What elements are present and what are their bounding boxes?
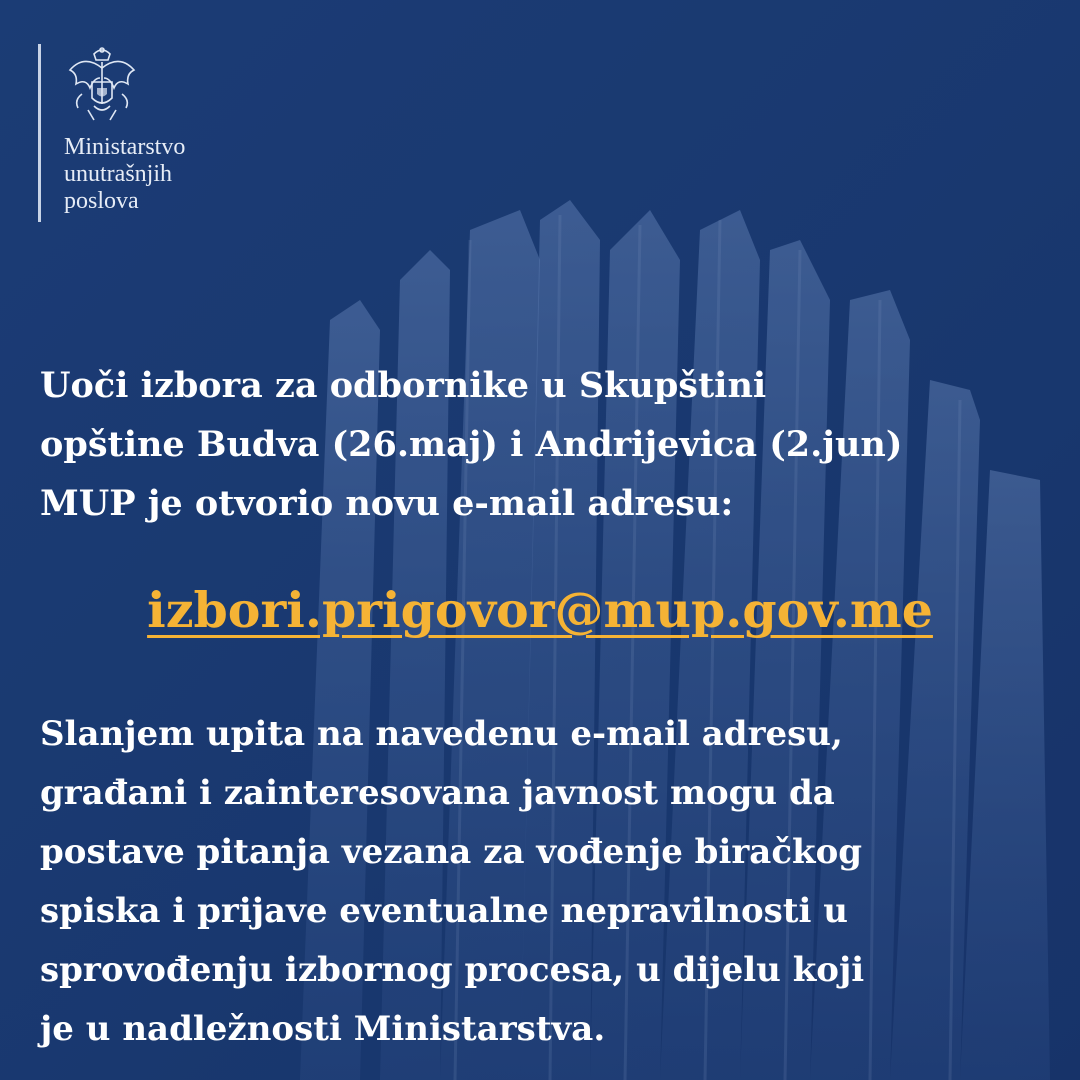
intro-line: opštine Budva (26.maj) i Andrijevica (2.jun) <box>40 424 903 465</box>
ministry-name-line: unutrašnjih <box>64 161 172 187</box>
body-line: spiska i prijave eventualne nepravilnosti u <box>40 891 848 931</box>
announcement-intro <box>40 356 1050 533</box>
body-line: postave pitanja vezana za vođenje biračkog <box>40 832 863 872</box>
ministry-name-line: Ministarstvo <box>64 134 186 160</box>
ministry-name <box>64 134 274 215</box>
announcement-body <box>40 705 1050 1059</box>
email-address-link[interactable]: izbori.prigovor@mup.gov.me <box>147 581 933 639</box>
ministry-logo <box>38 44 278 224</box>
coat-of-arms-icon <box>64 44 140 128</box>
body-line: građani i zainteresovana javnost mogu da <box>40 773 835 813</box>
logo-divider <box>38 44 41 222</box>
ministry-name-line: poslova <box>64 188 139 214</box>
body-line: je u nadležnosti Ministarstva. <box>40 1009 606 1049</box>
body-line: sprovođenju izbornog procesa, u dijelu koji <box>40 950 865 990</box>
intro-line: MUP je otvorio novu e-mail adresu: <box>40 483 734 524</box>
intro-line: Uoči izbora za odbornike u Skupštini <box>40 365 767 406</box>
body-line: Slanjem upita na navedenu e-mail adresu, <box>40 714 843 754</box>
